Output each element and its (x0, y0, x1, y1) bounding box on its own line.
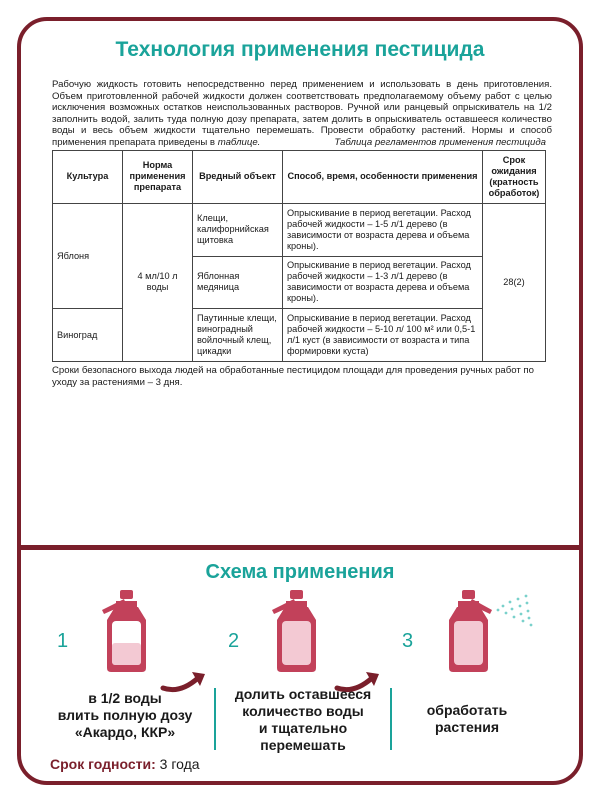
sprayer-full-icon (264, 588, 334, 674)
step-2-line: количество воды (242, 703, 364, 719)
scheme-title: Схема применения (205, 561, 395, 583)
cell-method: Опрыскивание в период вегетации. Расход рабочей жидкости – 1-3 л/1 дерево (в зависимости от возраста дерева и объема кроны). (283, 256, 483, 309)
intro-italic: таблице. (217, 136, 261, 148)
step-number-2: 2 (228, 630, 240, 652)
sprayer-spraying-icon (436, 588, 536, 674)
cell-norm: 4 мл/10 л воды (123, 203, 193, 361)
cell-pest: Паутинные клещи, виноградный войлочный клещ, цикадки (193, 309, 283, 362)
cell-method: Опрыскивание в период вегетации. Расход рабочей жидкости – 5-10 л/ 100 м² или 0,5-1 л/1 куст (в зависимости от возраста и типа формировки куста) (283, 309, 483, 362)
header-pest: Вредный объект (193, 151, 283, 204)
cell-wait: 28(2) (483, 203, 546, 361)
step-number-1: 1 (57, 630, 69, 652)
step-2-line: долить оставшееся (234, 686, 372, 702)
header-method: Способ, время, особенности применения (283, 151, 483, 204)
step-2-line: и тщательно (258, 720, 348, 736)
table-caption: Таблица регламентов применения пестицида (334, 137, 546, 148)
step-3-line: обработать (426, 702, 508, 718)
step-2-text (218, 686, 388, 754)
shelf-life (50, 756, 200, 772)
header-culture: Культура (53, 151, 123, 204)
shelf-life-value: 3 года (159, 756, 200, 772)
step-1-line: «Акардо, ККР» (74, 724, 176, 740)
step-1-text (40, 690, 210, 741)
header-wait: Срок ожидания (кратность обработок) (483, 151, 546, 204)
step-number-3: 3 (402, 630, 414, 652)
cell-culture-apple: Яблоня (53, 203, 123, 309)
sprayer-half-water-icon (94, 588, 164, 674)
cell-culture-grape: Виноград (53, 309, 123, 362)
regulations-table (52, 150, 546, 362)
table-header-row (53, 151, 546, 204)
header-norm: Норма применения препарата (123, 151, 193, 204)
step-divider (214, 688, 216, 750)
safety-text: Сроки безопасного выхода людей на обработанные пестицидом площади для проведения ручных работ по уходу за растениями – 3 дня. (52, 365, 534, 388)
cell-method: Опрыскивание в период вегетации. Расход рабочей жидкости – 1-5 л/1 дерево (в зависимости от возраста дерева и объема кроны). (283, 203, 483, 256)
table-row (53, 203, 546, 256)
step-3-text (392, 702, 542, 736)
shelf-life-label: Срок годности: (50, 756, 156, 772)
section-divider-bar (17, 545, 583, 550)
cell-pest: Яблонная медяница (193, 256, 283, 309)
step-1-line: влить полную дозу (57, 707, 193, 723)
intro-main: Рабочую жидкость готовить непосредственно перед применением и использовать в день приготовления. Объем приготовленной рабочей жидкости должен соответствовать предполагаемому объему работ с целью исключения возможных остатков неиспользованных растворов. Ручной или ранцевый опрыскиватель на 1/2 заполнить водой, залить туда полную дозу препарата, затем долить в опрыскиватель оставшееся количество воды и весь объем жидкости тщательно перемешать. Провести обработку растений. Нормы и способ применения препарата приведены в (52, 79, 552, 148)
step-2-line: перемешать (260, 737, 346, 753)
step-1-line: в 1/2 воды (88, 690, 162, 706)
step-3-line: растения (435, 719, 499, 735)
cell-pest: Клещи, калифорнийская щитовка (193, 203, 283, 256)
page-title: Технология применения пестицида (115, 38, 485, 61)
